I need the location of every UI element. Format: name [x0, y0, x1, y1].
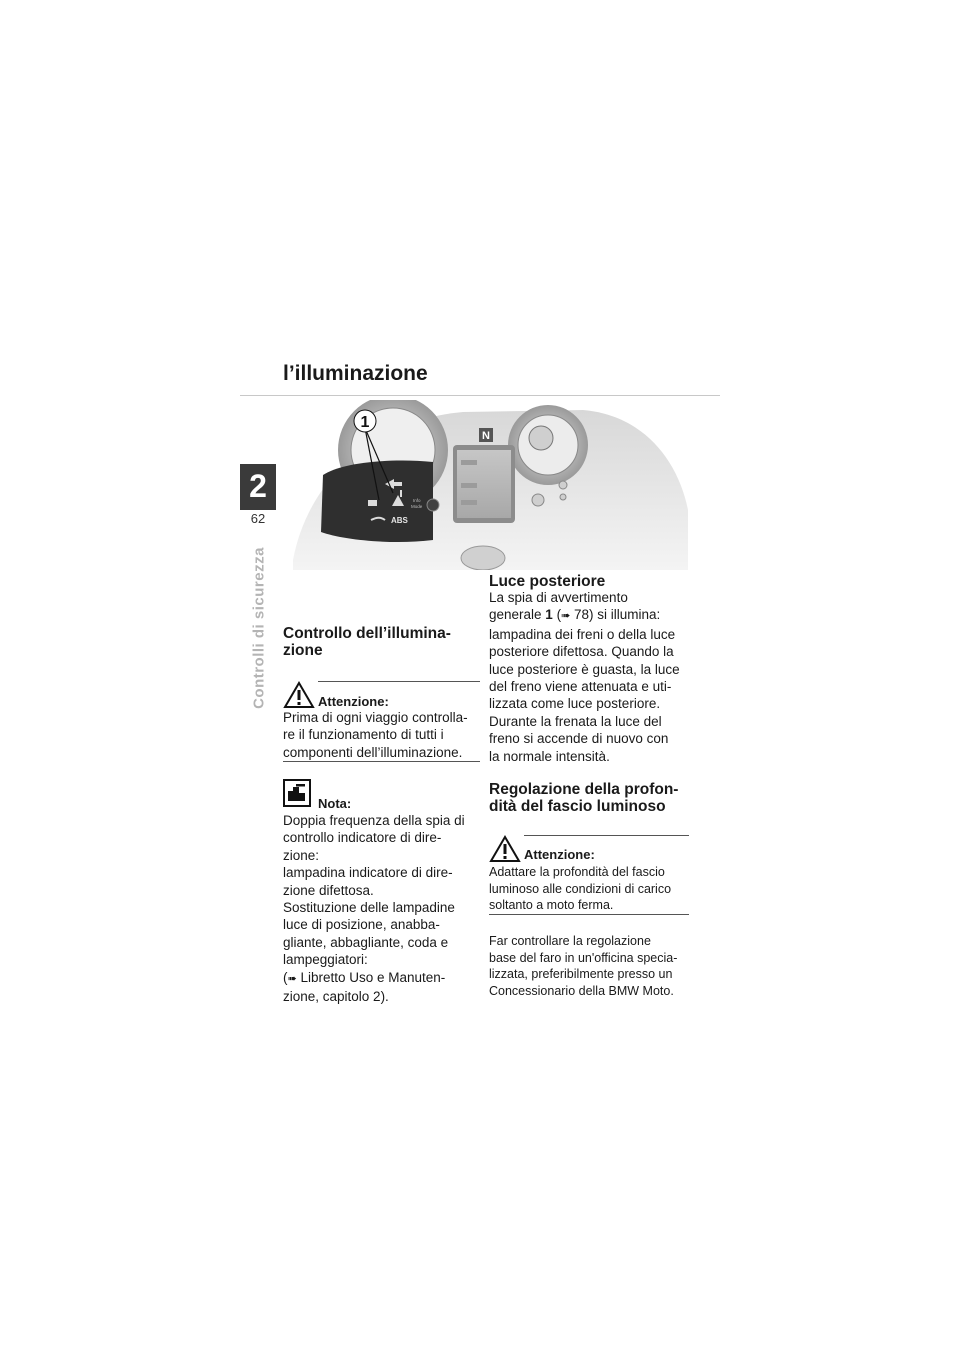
heading-lighting-check: Controllo dell’illumina- zione [283, 625, 451, 659]
instrument-cluster-figure [283, 400, 693, 570]
heading-beam-adjustment: Regolazione della profon- dità del fascio luminoso [489, 781, 679, 815]
chapter-number: 2 [249, 468, 267, 504]
warning-icon [283, 681, 315, 709]
page-title: l’illuminazione [283, 362, 428, 385]
chapter-side-label [244, 548, 274, 708]
beam-adjustment-paragraph: Far controllare la regolazione base del faro in un'officina specia- lizzata, preferibilmente presso un Concessionario della BMW Moto. [489, 934, 678, 998]
svg-text:Mode: Mode [411, 504, 423, 509]
warning-bottom-rule-2 [489, 914, 689, 915]
arrow-icon: ➠ [287, 972, 297, 985]
warning-text-2: Adattare la profondità del fascio luminoso alle condizioni di carico soltanto a moto ferma. [489, 865, 672, 912]
arrow-icon: ➠ [561, 610, 571, 623]
rear-light-paragraph: La spia di avvertimento generale 1 (➠ 78) si illumina: lampadina dei freni o della luce posteriore difettosa. Quando la luce posteriore è guasta, la luce del freno viene attenuata e uti- lizzata come luce posteriore. Durante la frenata la luce del freno si accende di nuovo con la normale intensità. [489, 590, 680, 764]
warning-top-rule [318, 681, 480, 682]
warning-top-rule-2 [524, 835, 689, 836]
note-label: Nota: [318, 796, 352, 811]
abs-indicator: ABS [391, 516, 408, 525]
warning-text: Prima di ogni viaggio controlla- re il funzionamento di tutti i componenti dell’illuminazione. [283, 710, 468, 760]
note-text: Doppia frequenza della spia di controllo indicatore di dire- zione: lampadina indicatore di dire- zione difettosa. Sostituzione delle lampadine luce di posizione, anabba- gliante, abbagliante, coda e lampeggiatori: (➠ Libretto Uso e Manuten- zione, capitolo 2). [283, 813, 465, 1005]
chapter-label: Controlli di sicurezza [250, 547, 268, 709]
warning-label: Attenzione: [318, 694, 389, 709]
warning-bottom-rule [283, 761, 480, 762]
note-icon [283, 779, 311, 807]
info-button [427, 499, 439, 511]
warning-label-2: Attenzione: [524, 847, 595, 862]
svg-text:Info: Info [413, 498, 421, 503]
page-number: 62 [250, 511, 266, 526]
svg-text:N: N [482, 430, 490, 442]
svg-text:1: 1 [360, 414, 370, 431]
heading-rear-light: Luce posteriore [489, 573, 606, 590]
warning-icon-2 [489, 835, 521, 863]
title-divider [240, 395, 720, 396]
